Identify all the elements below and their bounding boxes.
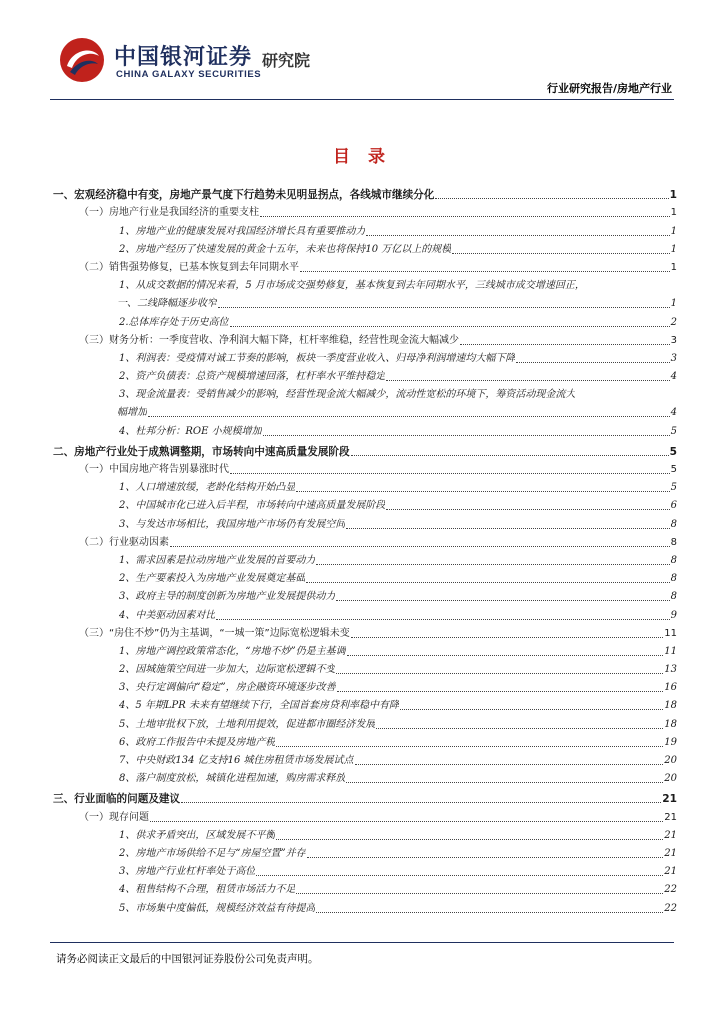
toc-page-number: 1 xyxy=(670,298,677,310)
toc-entry[interactable] xyxy=(53,695,677,713)
toc-entry-title: 3、与发达市场相比，我国房地产市场仍有发展空间 xyxy=(119,518,346,530)
toc-entry-title: 1、需求因素是拉动房地产业发展的首要动力 xyxy=(119,554,316,566)
toc-entry-title: （二）销售强势修复，已基本恢复到去年同期水平 xyxy=(79,261,299,273)
toc-entry[interactable] xyxy=(53,623,677,641)
toc-dot-leader xyxy=(316,911,663,913)
toc-entry-title: 1、房地产业的健康发展对我国经济增长具有重要推动力 xyxy=(119,225,366,237)
toc-page-number: 18 xyxy=(664,700,677,712)
toc-page-number: 8 xyxy=(670,573,677,585)
toc-dot-leader xyxy=(346,527,669,529)
toc-entry-title: 2、生产要素投入为房地产业发展奠定基础 xyxy=(119,573,306,585)
toc-entry-title: 3、央行定调偏向“稳定”，房企融资环境逐步改善 xyxy=(119,682,336,694)
toc-entry[interactable] xyxy=(53,311,677,329)
toc-entry[interactable] xyxy=(53,897,677,915)
toc-dot-leader xyxy=(351,454,669,456)
toc-entry-title: （二）行业驱动因素 xyxy=(79,536,169,548)
toc-entry-title: 1、人口增速放缓，老龄化结构开始凸显 xyxy=(119,482,296,494)
toc-dot-leader xyxy=(230,325,670,327)
toc-dot-leader xyxy=(276,838,663,840)
toc-dot-leader xyxy=(452,252,669,254)
toc-dot-leader xyxy=(170,545,670,547)
toc-dot-leader xyxy=(366,234,669,236)
toc-page-number: 4 xyxy=(670,407,677,419)
toc-dot-leader xyxy=(230,472,670,474)
toc-entry-title: 2、资产负债表：总资产规模增速回落，杠杆率水平维持稳定 xyxy=(119,371,386,383)
toc-entry-title: 1、从成交数据的情况来看，5 月市场成交强势修复，基本恢复到去年同期水平，三线城市成交增速回正， xyxy=(119,280,585,292)
toc-page-number: 21 xyxy=(664,811,677,823)
toc-dot-leader xyxy=(263,434,670,436)
toc-entry-title: 4、5 年期LPR 未来有望继续下行，全国首套房贷利率稳中有降 xyxy=(119,700,399,712)
header-divider xyxy=(50,99,674,100)
toc-dot-leader xyxy=(347,654,664,656)
toc-dot-leader xyxy=(435,197,668,199)
toc-entry[interactable] xyxy=(53,459,677,477)
toc-dot-leader xyxy=(400,708,663,710)
toc-dot-leader xyxy=(351,636,664,638)
toc-dot-leader xyxy=(150,820,663,822)
table-of-contents xyxy=(53,184,677,916)
toc-entry[interactable] xyxy=(53,843,677,861)
toc-page-number: 1 xyxy=(670,243,677,255)
toc-entry-title: 3、政府主导的制度创新为房地产业发展提供动力 xyxy=(119,591,336,603)
toc-entry[interactable] xyxy=(53,768,677,786)
toc-page-number: 5 xyxy=(670,464,677,475)
brand-subtitle: 研究院 xyxy=(262,51,311,70)
toc-page-number: 3 xyxy=(670,334,677,346)
toc-page-number: 20 xyxy=(664,755,677,766)
toc-entry[interactable] xyxy=(53,513,677,531)
toc-page-number: 8 xyxy=(670,554,677,566)
toc-entry-title: 6、政府工作报告中未提及房地产税 xyxy=(119,736,276,748)
toc-entry-title: 一、二线降幅逐步收窄 xyxy=(117,298,217,310)
toc-entry[interactable] xyxy=(53,586,677,604)
disclaimer-footer: 请务必阅读正文最后的中国银河证券股份公司免责声明。 xyxy=(56,953,319,965)
toc-dot-leader xyxy=(336,672,663,674)
toc-entry[interactable] xyxy=(53,441,677,459)
toc-dot-leader xyxy=(148,415,670,417)
toc-entry-title: 一、宏观经济稳中有变，房地产景气度下行趋势未见明显拐点，各线城市继续分化 xyxy=(53,189,435,202)
toc-entry-title: （一）现存问题 xyxy=(79,811,149,823)
toc-title: 目 录 xyxy=(333,147,391,167)
galaxy-logo-icon xyxy=(58,36,106,84)
toc-page-number: 22 xyxy=(664,902,677,914)
toc-page-number: 11 xyxy=(664,627,677,639)
toc-entry[interactable] xyxy=(53,495,677,513)
toc-entry-title: 1、供求矛盾突出，区域发展不平衡 xyxy=(119,829,276,841)
toc-dot-leader xyxy=(256,874,663,876)
toc-dot-leader xyxy=(376,727,663,729)
toc-entry-title: 8、落户制度放松，城镇化进程加速，购房需求释放 xyxy=(119,773,346,785)
toc-entry[interactable] xyxy=(53,788,677,806)
toc-entry[interactable] xyxy=(53,239,677,257)
toc-page-number: 21 xyxy=(664,829,677,841)
toc-page-number: 21 xyxy=(664,847,677,859)
toc-entry[interactable] xyxy=(53,713,677,731)
toc-dot-leader xyxy=(216,618,669,620)
toc-entry[interactable] xyxy=(53,348,677,366)
toc-entry-title: 4、租售结构不合理，租赁市场活力不足 xyxy=(119,884,296,896)
toc-entry-title: 3、现金流量表：受销售减少的影响，经营性现金流大幅减少，流动性宽松的环境下，筹资活动现金流大 xyxy=(119,389,576,401)
toc-entry[interactable] xyxy=(53,879,677,897)
brand-name-en: CHINA GALAXY SECURITIES xyxy=(116,69,262,80)
toc-page-number: 8 xyxy=(670,536,677,548)
toc-page-number: 5 xyxy=(670,482,677,494)
toc-page-number: 3 xyxy=(670,352,677,364)
toc-dot-leader xyxy=(316,563,669,565)
toc-dot-leader xyxy=(386,379,669,381)
toc-entry[interactable] xyxy=(53,384,677,402)
toc-entry-title: （一）房地产行业是我国经济的重要支柱 xyxy=(79,207,259,219)
toc-dot-leader xyxy=(516,361,669,363)
toc-page-number: 1 xyxy=(669,189,677,202)
toc-dot-leader xyxy=(355,763,664,765)
toc-page-number: 21 xyxy=(664,866,677,878)
toc-page-number: 6 xyxy=(670,500,677,512)
toc-entry-title: 2、中国城市化已进入后半程，市场转向中速高质量发展阶段 xyxy=(119,500,386,512)
toc-entry-title: 5、市场集中度偏低，规模经济效益有待提高 xyxy=(119,902,316,914)
toc-dot-leader xyxy=(276,745,663,747)
toc-entry[interactable] xyxy=(53,220,677,238)
toc-entry[interactable] xyxy=(53,257,677,275)
toc-page-number: 5 xyxy=(670,425,677,437)
toc-entry-title: 7、中央财政134 亿支持16 城住房租赁市场发展试点 xyxy=(119,755,354,766)
toc-entry[interactable] xyxy=(53,861,677,879)
toc-entry[interactable] xyxy=(53,659,677,677)
toc-entry[interactable] xyxy=(53,825,677,843)
toc-entry-title: 2.总体库存处于历史高位 xyxy=(119,316,229,328)
toc-page-number: 18 xyxy=(664,718,677,730)
toc-entry[interactable] xyxy=(53,330,677,348)
toc-entry[interactable] xyxy=(53,677,677,695)
toc-page-number: 8 xyxy=(670,518,677,530)
toc-page-number: 22 xyxy=(664,884,677,896)
toc-entry[interactable] xyxy=(53,275,677,293)
page-header xyxy=(0,0,724,100)
toc-page-number: 11 xyxy=(664,645,677,657)
toc-entry[interactable] xyxy=(53,366,677,384)
toc-entry[interactable] xyxy=(53,732,677,750)
toc-dot-leader xyxy=(306,581,669,583)
toc-entry[interactable] xyxy=(53,202,677,220)
toc-entry-title: （一）中国房地产将告别暴涨时代 xyxy=(79,464,229,475)
toc-entry-title: 2、房地产市场供给不足与“房屋空置”并存 xyxy=(119,847,306,859)
toc-page-number: 1 xyxy=(670,261,677,273)
toc-dot-leader xyxy=(337,690,664,692)
toc-entry-title: 2、房地产经历了快速发展的黄金十五年，未来也将保持10 万亿以上的规模 xyxy=(119,243,452,255)
toc-dot-leader xyxy=(218,306,670,308)
toc-entry-title: 1、利润表：受疫情对诚工节奏的影响，板块一季度营业收入、归母净利润增速均大幅下降 xyxy=(119,352,516,364)
toc-entry-title: （三）财务分析：一季度营收、净利润大幅下降，杠杆率维稳，经营性现金流大幅减少 xyxy=(79,334,459,346)
toc-page-number: 19 xyxy=(664,736,677,748)
toc-entry-title: 4、中美驱动因素对比 xyxy=(119,609,216,621)
toc-entry[interactable] xyxy=(53,420,677,438)
toc-entry-title: 2、因城施策空间进一步加大，边际宽松逻辑不变 xyxy=(119,664,336,676)
toc-dot-leader xyxy=(346,781,663,783)
toc-page-number: 8 xyxy=(670,591,677,603)
toc-entry[interactable] xyxy=(53,641,677,659)
toc-page-number: 2 xyxy=(670,316,677,328)
toc-page-number: 13 xyxy=(664,664,677,676)
report-type: 行业研究报告/房地产行业 xyxy=(546,82,672,95)
toc-entry[interactable] xyxy=(53,184,677,202)
toc-page-number: 5 xyxy=(669,445,677,458)
toc-entry-title: 幅增加 xyxy=(117,407,147,419)
toc-page-number: 4 xyxy=(670,371,677,383)
toc-entry-title: 3、房地产行业杠杆率处于高位 xyxy=(119,866,256,878)
toc-entry-title: 二、房地产行业处于成熟调整期，市场转向中速高质量发展阶段 xyxy=(53,445,350,458)
toc-entry[interactable] xyxy=(53,806,677,824)
toc-entry[interactable] xyxy=(53,532,677,550)
toc-page-number: 16 xyxy=(664,682,677,694)
toc-page-number: 20 xyxy=(664,773,677,785)
footer-divider xyxy=(50,942,674,943)
toc-dot-leader xyxy=(460,343,670,345)
toc-entry[interactable] xyxy=(53,293,677,311)
toc-entry[interactable] xyxy=(53,568,677,586)
toc-dot-leader xyxy=(307,856,664,858)
toc-entry[interactable] xyxy=(53,402,677,420)
toc-dot-leader xyxy=(181,801,661,803)
toc-entry[interactable] xyxy=(53,750,677,768)
toc-entry-title: 1、房地产调控政策常态化，“房地不炒”仍是主基调 xyxy=(119,645,346,657)
toc-entry[interactable] xyxy=(53,604,677,622)
toc-entry-title: 三、行业面临的问题及建议 xyxy=(53,793,181,806)
brand-name-cn: 中国银河证券 xyxy=(114,45,253,70)
toc-page-number: 1 xyxy=(670,225,677,237)
toc-page-number: 1 xyxy=(670,207,677,219)
toc-dot-leader xyxy=(296,490,669,492)
toc-dot-leader xyxy=(386,508,669,510)
toc-entry-title: 5、土地审批权下放，土地利用提效，促进都市圈经济发展 xyxy=(119,718,376,730)
toc-entry-title: （三）“房住不炒”仍为主基调，“一城一策”边际宽松逻辑未变 xyxy=(79,627,350,639)
toc-dot-leader xyxy=(260,215,670,217)
toc-page-number: 9 xyxy=(670,609,677,621)
toc-dot-leader xyxy=(336,599,669,601)
toc-entry[interactable] xyxy=(53,477,677,495)
toc-page-number: 21 xyxy=(662,793,677,806)
toc-entry-title: 4、杜邦分析：ROE 小规模增加 xyxy=(119,425,262,437)
toc-entry[interactable] xyxy=(53,550,677,568)
toc-dot-leader xyxy=(296,892,663,894)
toc-dot-leader xyxy=(300,270,670,272)
